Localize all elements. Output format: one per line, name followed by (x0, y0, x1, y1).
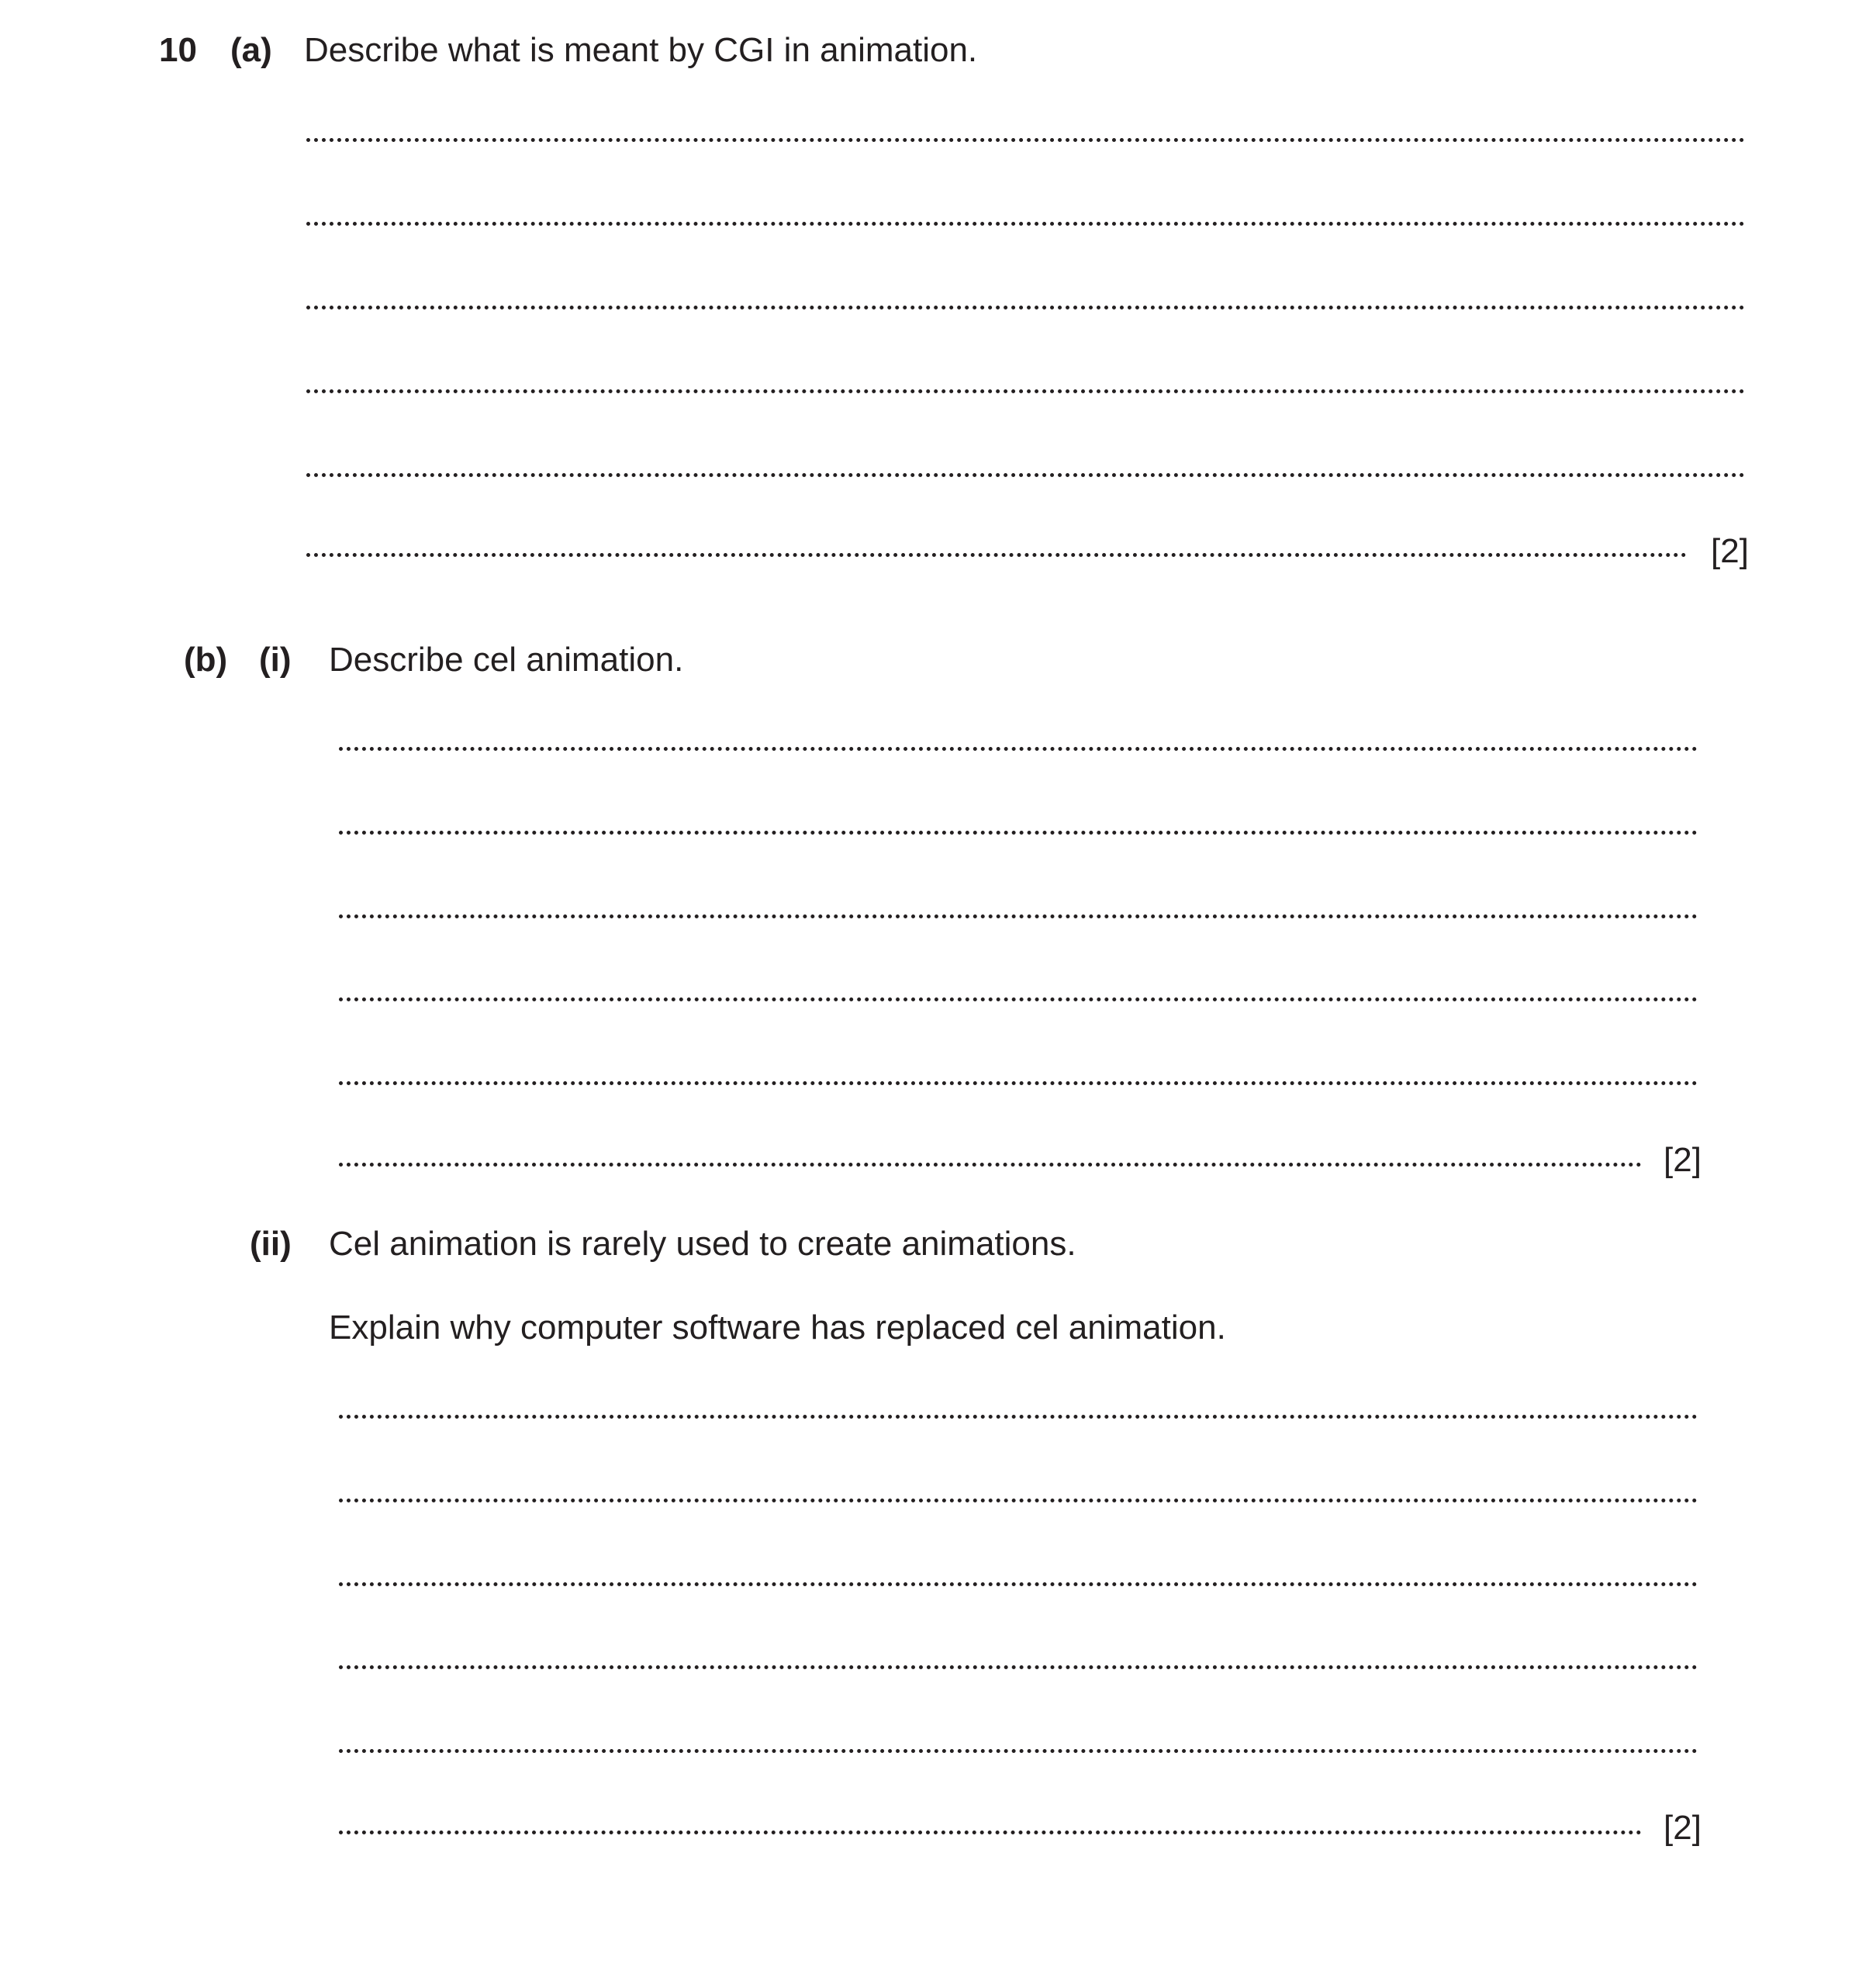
part-a-marks: [2] (1711, 532, 1749, 570)
answer-line[interactable] (339, 1415, 1698, 1419)
part-b-i-label: (i) (259, 641, 292, 679)
part-b-label: (b) (184, 641, 228, 679)
answer-line[interactable] (339, 1081, 1698, 1085)
answer-line[interactable] (306, 553, 1687, 557)
part-b-ii-marks: [2] (1664, 1809, 1702, 1847)
part-a-prompt: Describe what is meant by CGI in animation. (304, 31, 978, 69)
answer-line[interactable] (339, 1749, 1698, 1753)
answer-line[interactable] (339, 1499, 1698, 1502)
answer-line[interactable] (306, 389, 1745, 393)
part-b-ii-label: (ii) (250, 1225, 292, 1263)
part-b-ii-prompt: Explain why computer software has replaced cel animation. (329, 1309, 1226, 1347)
answer-line[interactable] (306, 222, 1745, 226)
part-b-ii-statement: Cel animation is rarely used to create animations. (329, 1225, 1076, 1263)
answer-line[interactable] (339, 997, 1698, 1001)
answer-line[interactable] (339, 914, 1698, 918)
answer-line[interactable] (306, 138, 1745, 142)
answer-line[interactable] (306, 473, 1745, 477)
part-b-i-marks: [2] (1664, 1141, 1702, 1179)
part-b-i-prompt: Describe cel animation. (329, 641, 684, 679)
answer-line[interactable] (339, 1831, 1642, 1834)
answer-line[interactable] (339, 1163, 1642, 1167)
answer-line[interactable] (339, 747, 1698, 751)
part-a-label: (a) (230, 31, 272, 69)
answer-line[interactable] (339, 1665, 1698, 1669)
answer-line[interactable] (339, 1582, 1698, 1586)
answer-line[interactable] (339, 831, 1698, 835)
question-number: 10 (159, 31, 197, 69)
answer-line[interactable] (306, 306, 1745, 309)
